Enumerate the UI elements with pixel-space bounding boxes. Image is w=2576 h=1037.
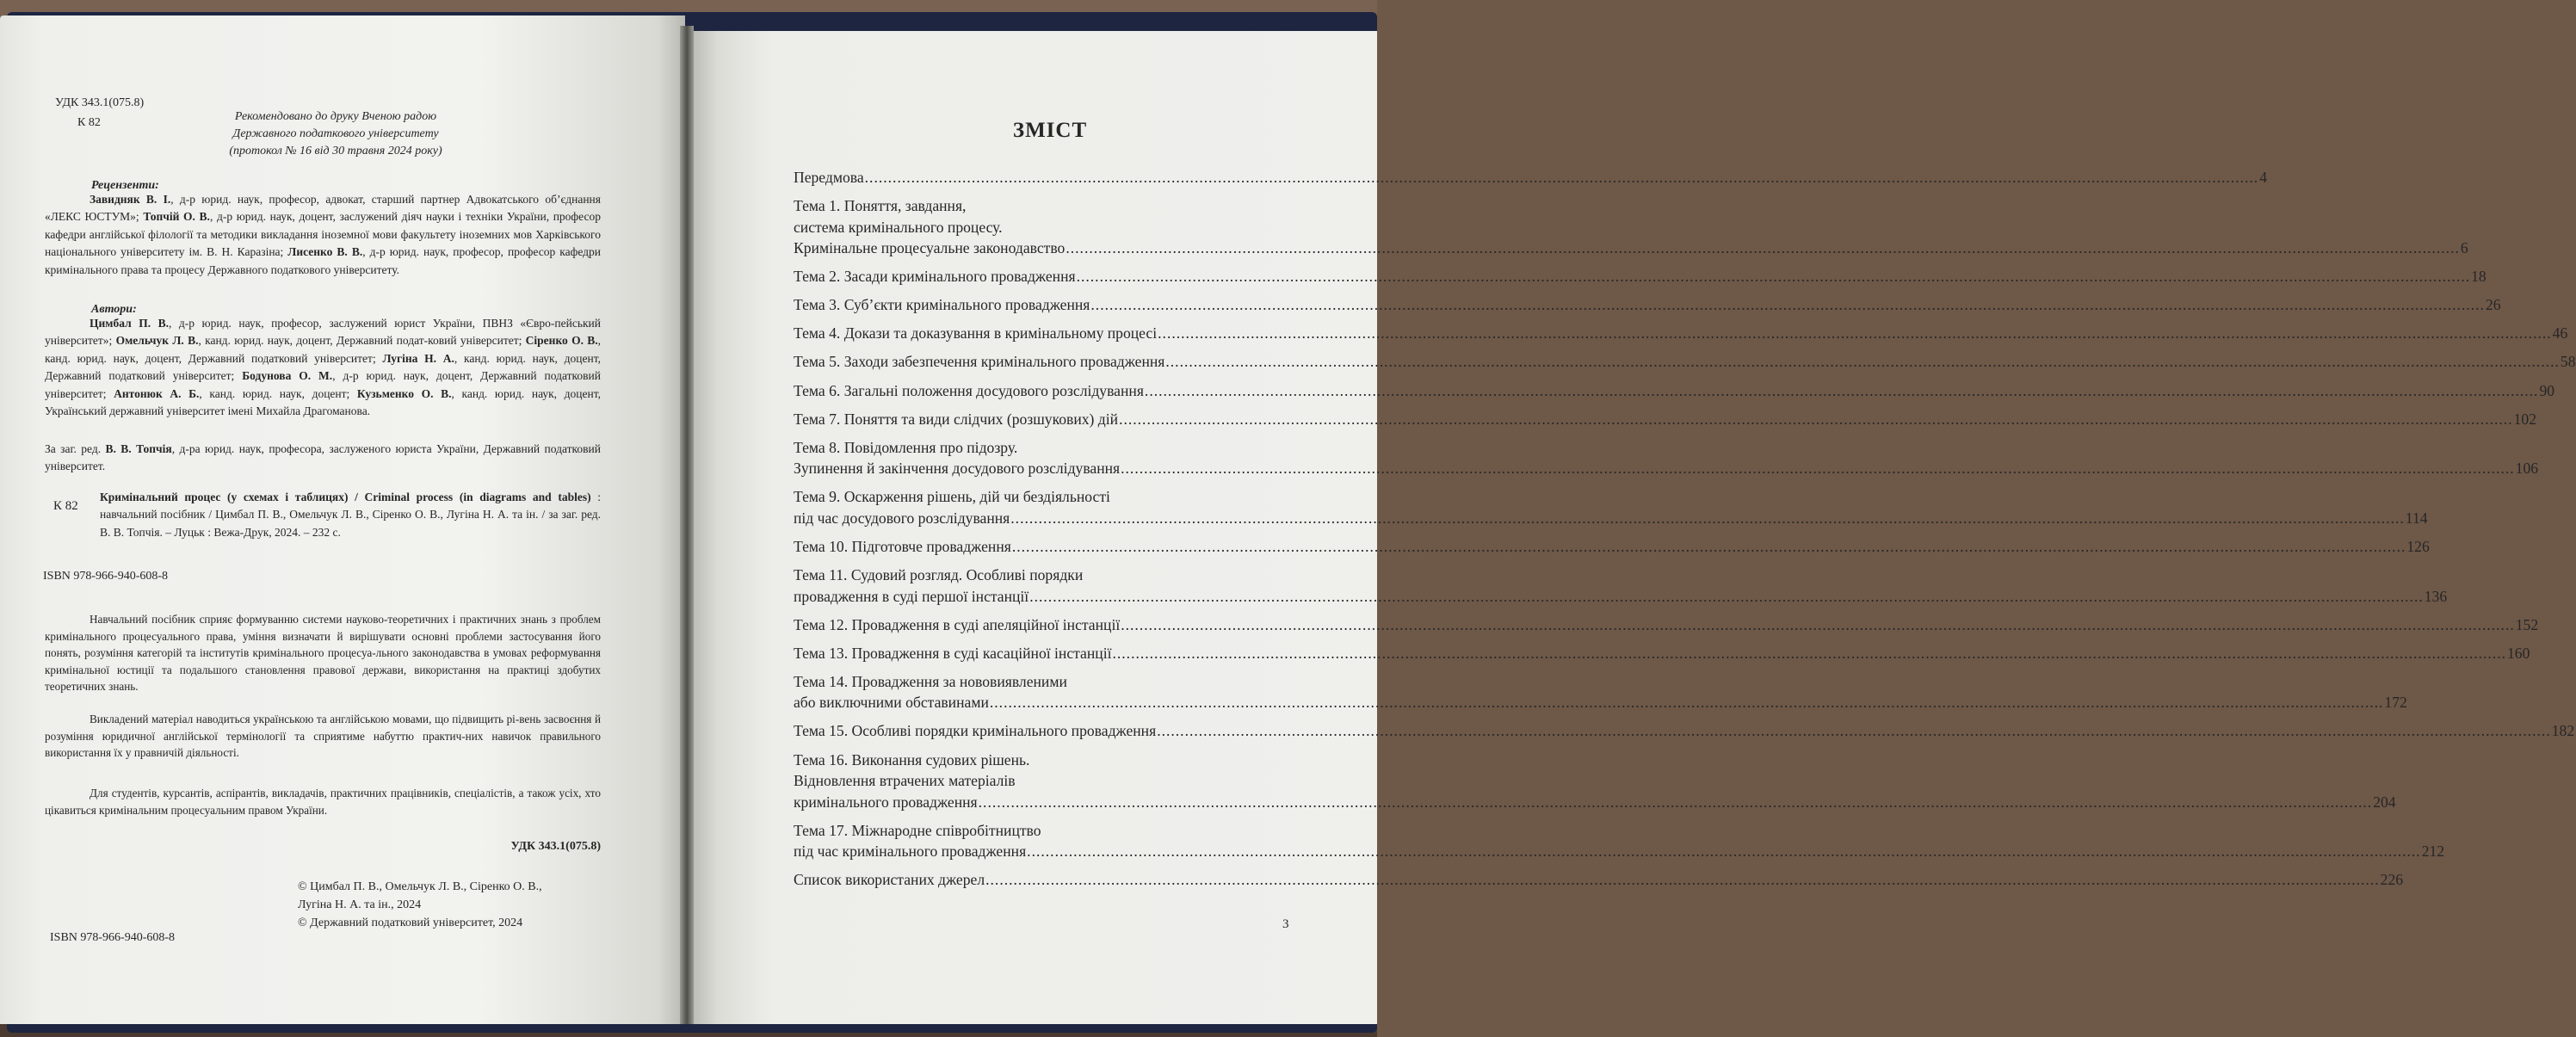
toc-entry-title: Кримінальне процесуальне законодавство xyxy=(794,239,1066,257)
reviewer-desc: , д-р юрид. наук, професор, професор кафедри кримінального права та процесу Державного податкового університету. xyxy=(45,245,601,276)
author-desc: , канд. юрид. наук, доцент, Український державний університет імені Михайла Драгоманова. xyxy=(45,386,601,418)
author-desc: , канд. юрид. наук, доцент; xyxy=(199,386,357,400)
toc-leader-dots: ............................................................................................................................................................................................................................................................................................................ xyxy=(1144,381,2539,399)
toc-entry-last-line xyxy=(794,614,2539,636)
toc-entry-last-line xyxy=(794,643,2530,664)
editor-note xyxy=(45,441,601,476)
toc-entry-title: Список використаних джерел xyxy=(794,871,985,889)
toc-leader-dots: ............................................................................................................................................................................................................................................................................................................ xyxy=(978,793,2373,811)
toc-leader-dots: ............................................................................................................................................................................................................................................................................................................ xyxy=(1121,460,2515,478)
toc-entry-line: Тема 14. Провадження за нововиявленими xyxy=(794,672,1067,690)
author-name: Сіренко О. В. xyxy=(525,334,598,348)
author-name: Омельчук Л. В. xyxy=(115,334,199,348)
toc-entry-last-line xyxy=(794,586,2448,608)
toc-entry xyxy=(794,750,2396,813)
author-name: Антонюк А. Б. xyxy=(114,386,200,400)
toc-entry-last-line xyxy=(794,792,2396,813)
toc-leader-dots: ............................................................................................................................................................................................................................................................................................................ xyxy=(989,694,2384,712)
toc-entry xyxy=(794,614,2539,636)
toc-page-number: 102 xyxy=(2513,410,2536,428)
toc-leader-dots: ............................................................................................................................................................................................................................................................................................................ xyxy=(1158,324,2552,343)
udk-code-top: УДК 343.1(075.8) xyxy=(55,96,145,109)
library-code-top: К 82 xyxy=(77,116,101,129)
toc-entry xyxy=(794,869,2404,891)
toc-page-number: 212 xyxy=(2421,843,2445,861)
toc-entry-title: Тема 15. Особливі порядки кримінального провадження xyxy=(794,722,1157,740)
toc-entry-last-line xyxy=(794,167,2267,188)
toc-entry-title: Тема 4. Докази та доказування в кримінальному процесі xyxy=(794,324,1158,343)
toc-entry xyxy=(794,351,2576,373)
toc-entry xyxy=(794,720,2575,742)
toc-page-number: 114 xyxy=(2405,509,2428,527)
reviewer-desc: , д-р юрид. наук, професор, адвокат, старший партнер Адвокатського об’єднання «ЛЕКС ЮСТУМ»; xyxy=(45,193,601,224)
toc-leader-dots: ............................................................................................................................................................................................................................................................................................................ xyxy=(1090,296,2485,314)
toc-entry-title: Тема 5. Заходи забезпечення кримінального провадження xyxy=(794,353,1165,371)
toc-entry-last-line xyxy=(794,294,2501,316)
toc-page-number: 160 xyxy=(2507,644,2530,662)
toc-entry-title: Тема 7. Поняття та види слідчих (розшукових) дій xyxy=(794,410,1119,428)
toc-entry-last-line xyxy=(794,380,2555,402)
toc-entry xyxy=(794,437,2539,479)
toc-entry-line: Тема 11. Судовий розгляд. Особливі порядки xyxy=(794,566,1084,584)
copyright-line: © Цимбал П. В., Омельчук Л. В., Сіренко О. В., xyxy=(298,880,542,893)
toc-leader-dots: ............................................................................................................................................................................................................................................................................................................ xyxy=(1157,722,2551,740)
toc-entry-line: Тема 16. Виконання судових рішень. xyxy=(794,750,1030,768)
udk-code-bottom: УДК 343.1(075.8) xyxy=(510,840,601,853)
toc-page-number: 126 xyxy=(2406,537,2430,555)
toc-leader-dots: ............................................................................................................................................................................................................................................................................................................ xyxy=(1029,587,2424,605)
toc-page-number: 6 xyxy=(2460,239,2468,257)
toc-entry-last-line xyxy=(794,266,2486,287)
toc-entry-line: Відновлення втрачених матеріалів xyxy=(794,772,1016,789)
toc-entry-title: Тема 13. Провадження в суді касаційної інстанції xyxy=(794,644,1112,662)
reviewer-name: Топчій О. В. xyxy=(143,210,210,224)
book-title: Кримінальний процес (у схемах і таблицях) / Criminal process (in diagrams and tables) xyxy=(100,491,591,503)
toc-entry-line: Тема 17. Міжнародне співробітництво xyxy=(794,821,1041,839)
bibliographic-record xyxy=(100,489,601,541)
copyright-line: Лугіна Н. А. та ін., 2024 xyxy=(298,898,422,911)
toc-leader-dots: ............................................................................................................................................................................................................................................................................................................ xyxy=(1112,644,2506,662)
author-desc: , канд. юрид. наук, доцент, Державний подат-ковий університет; xyxy=(198,334,526,348)
library-code-mid: К 82 xyxy=(53,499,78,513)
editor-name: В. В. Топчія xyxy=(105,442,172,455)
toc-entry-last-line xyxy=(794,720,2575,742)
book-imprint: : навчальний посібник / Цимбал П. В., Омельчук Л. В., Сіренко О. В., Лугіна Н. А. та ін. / за заг. ред. В. В. Топчія. – Луцьк : Вежа-Друк, 2024. – 232 с. xyxy=(100,491,601,539)
toc-entry-line: Тема 1. Поняття, завдання, xyxy=(794,197,967,215)
author-desc: , канд. юрид. наук, доцент, Державний податковий університет; xyxy=(45,351,601,383)
toc-entry xyxy=(794,643,2530,664)
toc-page-number: 26 xyxy=(2485,296,2501,314)
abstract-paragraph: Для студентів, курсантів, аспірантів, викладачів, практичних працівників, спеціалістів, а також усіх, хто цікавиться кримінальним процесуальним правом України. xyxy=(45,787,601,817)
toc-entry-last-line xyxy=(794,508,2428,529)
reviewer-name: Лисенко В. В. xyxy=(287,245,363,259)
editor-prefix: За заг. ред. xyxy=(45,442,106,455)
editor-suffix: , д-ра юрид. наук, професора, заслуженого юриста України, Державний податковий університет. xyxy=(45,442,601,473)
toc-entry-line: система кримінального процесу. xyxy=(794,218,1003,236)
author-name: Лугіна Н. А. xyxy=(382,351,454,365)
toc-entry-title: під час кримінального провадження xyxy=(794,843,1027,861)
toc-entry xyxy=(794,294,2501,316)
toc-entry-last-line xyxy=(794,536,2430,558)
contents-title: ЗМІСТ xyxy=(1012,119,1088,142)
toc-entry-line: Тема 8. Повідомлення про підозру. xyxy=(794,438,1018,456)
toc-page-number: 90 xyxy=(2539,381,2555,399)
recommendation-line: (протокол № 16 від 30 травня 2024 року) xyxy=(229,145,442,157)
toc-entry-title: кримінального провадження xyxy=(794,793,978,811)
toc-page-number: 136 xyxy=(2424,587,2448,605)
author-desc: , д-р юрид. наук, доцент, Державний податковий університет; xyxy=(45,369,601,400)
toc-entry-last-line xyxy=(794,692,2407,713)
toc-leader-dots: ............................................................................................................................................................................................................................................................................................................ xyxy=(1027,843,2421,861)
toc-page-number: 4 xyxy=(2259,169,2267,186)
toc-leader-dots: ............................................................................................................................................................................................................................................................................................................ xyxy=(1066,239,2460,257)
toc-entry-title: Тема 10. Підготовче провадження xyxy=(794,537,1011,555)
reviewers-label: Рецензенти: xyxy=(91,179,159,192)
toc-entry xyxy=(794,565,2448,607)
toc-page-number: 18 xyxy=(2471,268,2486,286)
toc-entry-last-line xyxy=(794,869,2404,891)
toc-entry-title: Тема 3. Суб’єкти кримінального провадження xyxy=(794,296,1090,314)
isbn-bottom: ISBN 978-966-940-608-8 xyxy=(50,931,176,944)
toc-entry-last-line xyxy=(794,458,2539,479)
author-name: Цимбал П. В. xyxy=(90,317,169,330)
reviewer-desc: , д-р юрид. наук, доцент, заслужений діяч науки і техніки України, професор кафедри англійської філології та методики викладання іноземної мови факультету іноземних мов Харківського національного університету ім. В. Н. Каразіна; xyxy=(45,210,602,259)
toc-entry xyxy=(794,167,2267,188)
toc-entry xyxy=(794,486,2428,528)
toc-entry xyxy=(794,323,2568,344)
toc-entry-title: провадження в суді першої інстанції xyxy=(794,587,1029,605)
author-desc: , канд. юрид. наук, доцент, Державний податковий університет; xyxy=(45,334,601,365)
toc-leader-dots: ............................................................................................................................................................................................................................................................................................................ xyxy=(1165,353,2560,371)
toc-page-number: 152 xyxy=(2515,615,2539,633)
copyright-block xyxy=(298,878,608,932)
toc-page-number: 58 xyxy=(2560,353,2576,371)
toc-page-number: 182 xyxy=(2551,722,2575,740)
toc-leader-dots: ............................................................................................................................................................................................................................................................................................................ xyxy=(985,871,2380,889)
copyright-line: © Державний податковий університет, 2024 xyxy=(298,917,523,929)
toc-entry-title: Тема 12. Провадження в суді апеляційної інстанції xyxy=(794,615,1121,633)
toc-entry xyxy=(794,536,2430,558)
recommendation-line: Рекомендовано до друку Вченою радою xyxy=(234,110,437,123)
recommendation-note xyxy=(207,108,465,160)
toc-leader-dots: ............................................................................................................................................................................................................................................................................................................ xyxy=(1011,537,2406,555)
toc-entry-last-line xyxy=(794,238,2468,259)
toc-page-number: 46 xyxy=(2552,324,2568,343)
toc-entry xyxy=(794,266,2486,287)
abstract-paragraph: Навчальний посібник сприяє формуванню системи науково-теоретичних і практичних знань з проблем кримінального процесуального права, уміння визначати й вирішувати основні проблеми застосування його понять, розуміння категорій та інститутів кримінального процесуа-льного законодавства в умовах реформування кримінальної юстиції та подальшого становлення правової держави, використання на практиці здобутих теоретичних знань. xyxy=(45,613,601,694)
toc-entry-last-line xyxy=(794,351,2576,373)
toc-entry-last-line xyxy=(794,409,2536,430)
toc-leader-dots: ............................................................................................................................................................................................................................................................................................................ xyxy=(1119,410,2513,428)
toc-leader-dots: ............................................................................................................................................................................................................................................................................................................ xyxy=(1010,509,2405,527)
toc-leader-dots: ............................................................................................................................................................................................................................................................................................................ xyxy=(1121,615,2515,633)
toc-entry xyxy=(794,409,2536,430)
toc-entry-line: Тема 9. Оскарження рішень, дій чи бездіяльності xyxy=(794,488,1110,506)
author-name: Бодунова О. М. xyxy=(242,369,333,383)
toc-entry-title: або виключними обставинами xyxy=(794,694,989,712)
toc-page-number: 226 xyxy=(2380,871,2404,889)
toc-entry-title: під час досудового розслідування xyxy=(794,509,1010,527)
reviewers-text xyxy=(45,191,601,279)
toc-entry-title: Тема 2. Засади кримінального провадження xyxy=(794,268,1076,286)
toc-entry-title: Передмова xyxy=(794,169,864,186)
abstract-paragraph: Викладений матеріал наводиться українською та англійською мовами, що підвищить рі-вень засвоєння й розуміння юридичної англійської термінології та сприятиме набуттю практич-них навичок правильного використання їх у правничій діяльності. xyxy=(45,713,601,760)
toc-entry-title: Тема 6. Загальні положення досудового розслідування xyxy=(794,381,1144,399)
reviewer-name: Завидняк В. І. xyxy=(90,193,171,206)
author-name: Кузьменко О. В. xyxy=(356,386,452,400)
recommendation-line: Державного податкового університету xyxy=(232,127,439,140)
toc-page-number: 172 xyxy=(2384,694,2407,712)
toc-entry-last-line xyxy=(794,323,2568,344)
toc-entry xyxy=(794,195,2468,259)
authors-label: Автори: xyxy=(91,303,137,316)
author-desc: , д-р юрид. наук, професор, заслужений юрист України, ПВНЗ «Євро-пейський університет»; xyxy=(45,317,601,348)
toc-page-number: 106 xyxy=(2515,460,2539,478)
authors-text xyxy=(45,315,601,420)
isbn-top: ISBN 978-966-940-608-8 xyxy=(43,570,169,583)
toc-entry xyxy=(794,380,2555,402)
toc-leader-dots: ............................................................................................................................................................................................................................................................................................................ xyxy=(1076,268,2471,286)
toc-page-number: 204 xyxy=(2373,793,2396,811)
toc-entry xyxy=(794,820,2445,862)
toc-leader-dots: ............................................................................................................................................................................................................................................................................................................ xyxy=(864,169,2259,186)
book-spine-gutter xyxy=(680,26,694,1024)
page-number: 3 xyxy=(1282,917,1289,931)
table-of-contents xyxy=(794,167,2576,898)
toc-entry xyxy=(794,671,2407,713)
toc-entry-title: Зупинення й закінчення досудового розслідування xyxy=(794,460,1121,478)
toc-entry-last-line xyxy=(794,841,2445,862)
